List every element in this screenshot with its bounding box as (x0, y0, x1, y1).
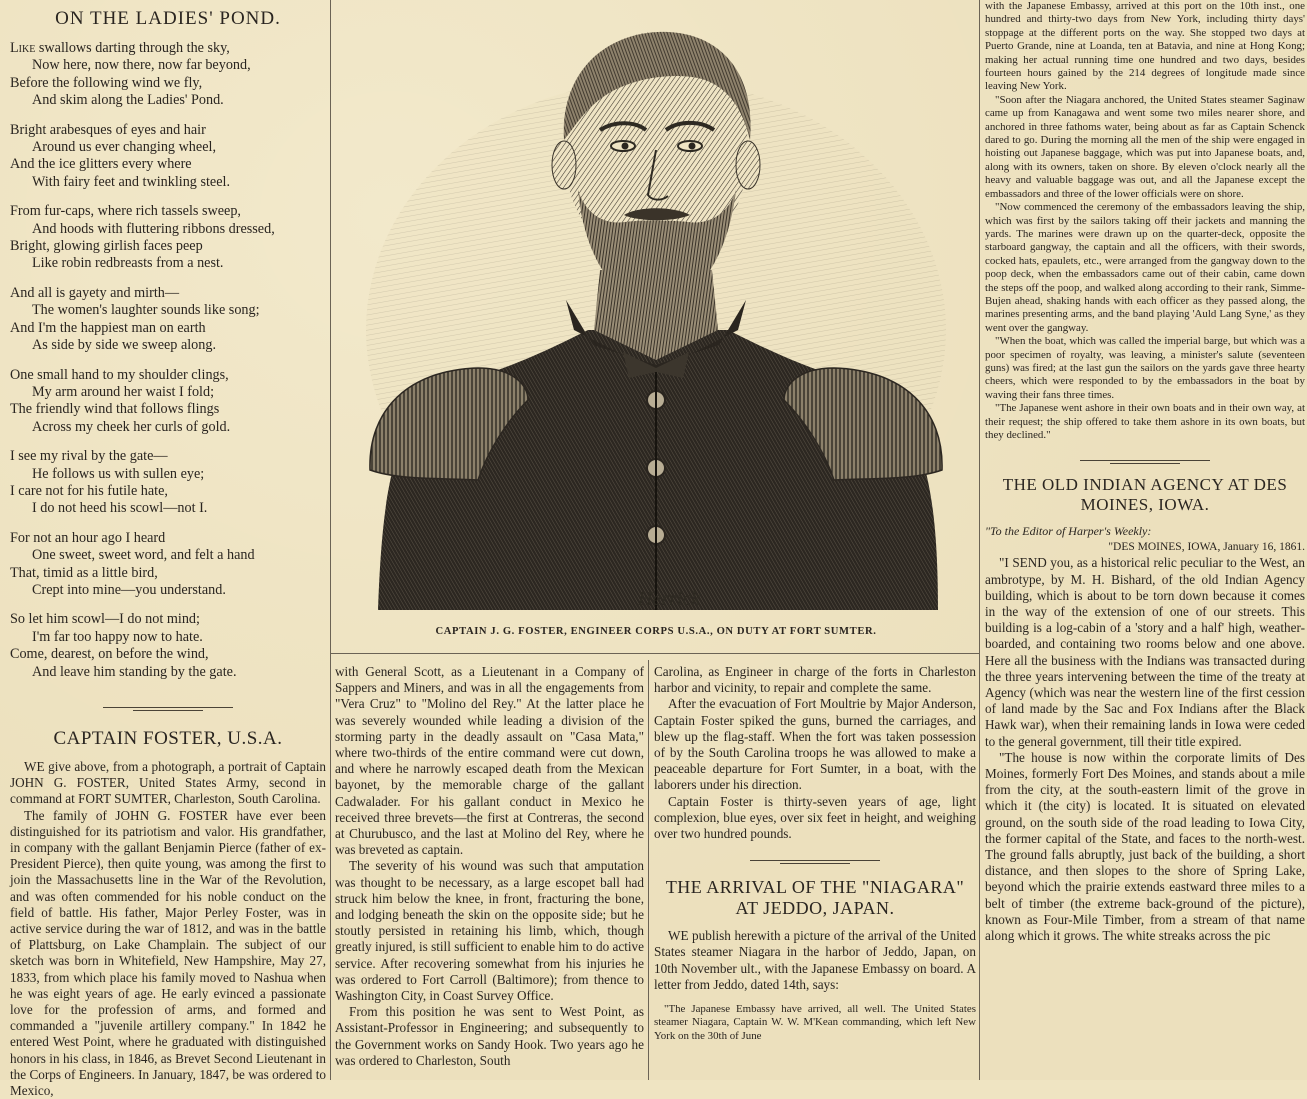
niagara-quote-start (654, 1003, 976, 1043)
column-right (985, 0, 1305, 1080)
poem-line: He follows us with sullen eye; (32, 465, 205, 482)
niagara-article-title: THE ARRIVAL OF THE "NIAGARA" AT JEDDO, JAPAN. (665, 877, 965, 919)
poem-line: Around us ever changing wheel, (32, 139, 216, 156)
poem-line: Crept into mine—you understand. (32, 581, 226, 598)
column-rule (330, 0, 331, 1080)
niagara-article-intro (654, 928, 976, 993)
poem-line-rest: swallows darting through the sky, (35, 40, 230, 56)
portrait-engraving (338, 0, 974, 645)
poem-line: Now here, now there, now far beyond, (32, 57, 251, 74)
poem-line: That, timid as a little bird, (10, 564, 158, 581)
paragraph: "Soon after the Niagara anchored, the United States steamer Saginaw came up from Kanagawa and went some two miles nearer shore, and anchored in three fathoms water, being about as far as Captain Schenck dared to go. During the morning all the men of the ship were engaged in hoisting out Japanese baggage, which was put into Japanese boats, and, along with its owners, taken on shore. By eleven o'clock nearly all the heavy and valuable baggage was out, and all the Japanese except the embassadors and three of the lower officials were on shore. (985, 93, 1305, 200)
paragraph: with the Japanese Embassy, arrived at this port on the 10th inst., one hundred and thirty-two days from New York, including thirty days' stoppage at the different ports on the way. She stopped two days at Puerto Grande, nine at Loanda, ten at Batavia, and nine at Hong Kong; making her actual running time one hundred and two days, besides fourteen hours gained by the 214 degrees of longitude made since leaving New York. (985, 0, 1305, 93)
poem-line: And leave him standing by the gate. (32, 663, 237, 680)
poem-stanza (10, 530, 326, 600)
niagara-quote-paragraph: "The Japanese Embassy have arrived, all well. The United States steamer Niagara, Captain W. W. M'Kean commanding, which left New York on the 30th of June (654, 1003, 976, 1042)
poem-title: ON THE LADIES' POND. (55, 8, 281, 29)
poem-line: I care not for his futile hate, (10, 482, 168, 499)
portrait-illustration (338, 0, 974, 620)
poem-line: And the ice glitters every where (10, 156, 192, 173)
paragraph: "The house is now within the corporate limits of Des Moines, formerly Fort Des Moines, and stands about a mile from the city, at the south-eastern limit of the grove in which it (the city) is located. It is situated on elevated ground, on the south side of the road leading to Iowa City, the former capital of the State, and faces to the north-west. The ground falls abruptly, just back of the building, a short distance, and then slopes to the shore of Spring Lake, beyond which the prairie extends eastward three miles to a belt of timber (the extreme back-ground of the picture), known as Four-Mile Timber, from a stream of that name along which it grows. The white streaks across the pic (985, 749, 1305, 944)
paragraph: The severity of his wound was such that amputation was thought to be necessary, as a large escopet ball had struck him below the knee, in front, fracturing the bone, and lodging beneath the skin on the opposite side; but he stoutly persisted in retaining his limb, which, though greatly injured, is still sufficient to enable him to do active service. After recovering somewhat from his injuries he was ordered to Fort Carroll (Baltimore); from thence to Washington City, in Coast Survey Office. (335, 858, 644, 1004)
poem-stanza (10, 448, 326, 518)
poem-line-lead: Like (10, 40, 36, 56)
poem-line: The friendly wind that follows flings (10, 401, 220, 418)
portrait-caption: CAPTAIN J. G. FOSTER, ENGINEER CORPS U.S.A., ON DUTY AT FORT SUMTER. (435, 626, 877, 637)
column-middle-left (335, 664, 644, 1080)
poem-line: For not an hour ago I heard (10, 529, 166, 546)
poem-line: My arm around her waist I fold; (32, 383, 215, 400)
poem-line: One small hand to my shoulder clings, (10, 366, 229, 383)
poem-line: Come, dearest, on before the wind, (10, 646, 209, 663)
poem-line: So let him scowl—I do not mind; (10, 611, 200, 628)
poem-line: Bright arabesques of eyes and hair (10, 121, 206, 138)
poem-stanza (10, 203, 326, 273)
poem-line: Like robin redbreasts from a nest. (32, 255, 224, 272)
foster-article-continued (335, 664, 644, 1069)
agency-article-title: THE OLD INDIAN AGENCY AT DES MOINES, IOWA. (1002, 475, 1288, 515)
paragraph: "When the boat, which was called the imperial barge, but which was a poor specimen of royalty, was leaving, a minister's salute (seventeen guns) was fired; at the last gun the sailors on the yards gave three hearty cheers, which were responded to by the embassadors in the boat by waving their fans three times. (985, 335, 1305, 401)
paragraph: Carolina, as Engineer in charge of the forts in Charleston harbor and vicinity, to repair and complete the same. (654, 664, 976, 696)
foster-article-conclusion (654, 664, 976, 842)
paragraph: "I SEND you, as a historical relic peculiar to the West, an ambrotype, by M. H. Bishard, of the old Indian Agency building, which is about to be torn down because it comes in the way of the extension of one of our streets. This building is a log-cabin of a 'story and a half' high, weather-boarded, and containing two rooms below and one above. Here all the business with the Indians was transacted during the three years intervening between the time of the treaty at Agency (which was near the western line of the first cession of land made by the Sac and Fox Indians after the Black Hawk war), when their remaining lands in Iowa were ceded to the general government, till their title expired. (985, 555, 1305, 749)
poem-line: One sweet, sweet word, and felt a hand (32, 547, 255, 564)
poem-line: Across my cheek her curls of gold. (32, 418, 231, 435)
poem-line: I'm far too happy now to hate. (32, 628, 203, 645)
poem-line: With fairy feet and twinkling steel. (32, 173, 230, 190)
poem-line: Bright, glowing girlish faces peep (10, 238, 203, 255)
poem-line: I see my rival by the gate— (10, 448, 168, 465)
column-left (10, 0, 326, 1099)
poem-line: As side by side we sweep along. (32, 337, 217, 354)
paragraph: with General Scott, as a Lieutenant in a Company of Sappers and Miners, and was in all the engagements from "Vera Cruz" to "Molino del Rey." At the latter place he was severely wounded while leading a division of the storming party in the deadly assault on "Casa Mata," where two-thirds of the entire command were cut down, and where he narrowly escaped death from the Mexican bayonet, by the memorable charge of the gallant Cadwalader. For his gallant conduct in Mexico he received three brevets—the first at Contreras, the second at Churubusco, and the last at Molino del Rey, where he was breveted as captain. (335, 664, 644, 858)
poem-line: From fur-caps, where rich tassels sweep, (10, 203, 241, 220)
foster-article-body (10, 759, 326, 1099)
agency-byline: "To the Editor of Harper's Weekly: (985, 524, 1152, 539)
poem-line (10, 40, 326, 57)
poem-line: And hoods with fluttering ribbons dressed, (32, 220, 275, 237)
portrait-bottom-rule (331, 653, 979, 654)
poem-line: And I'm the happiest man on earth (10, 319, 206, 336)
column-rule (979, 0, 980, 1080)
poem-body (10, 40, 326, 681)
poem-line: I do not heed his scowl—not I. (32, 500, 208, 517)
engraver-signature: Herrick (638, 588, 701, 610)
column-rule (648, 660, 649, 1080)
niagara-article-continued (985, 0, 1305, 442)
poem-stanza (10, 611, 326, 681)
poem-stanza (10, 285, 326, 355)
paragraph: WE give above, from a photograph, a portrait of Captain JOHN G. FOSTER, United States Army, second in command at FORT SUMTER, Charleston, South Carolina. (10, 759, 326, 807)
section-separator (103, 707, 233, 708)
paragraph: After the evacuation of Fort Moultrie by Major Anderson, Captain Foster spiked the guns, burned the carriages, and blew up the flag-staff. When the fort was taken possession of by the South Carolina troops he was allowed to make a peaceable departure for Fort Sumter, in a boat, with the laborers under his direction. (654, 696, 976, 793)
poem-line: And skim along the Ladies' Pond. (32, 92, 224, 109)
foster-article-title: CAPTAIN FOSTER, U.S.A. (53, 728, 283, 749)
poem-stanza (10, 122, 326, 192)
paragraph: The family of JOHN G. FOSTER have ever been distinguished for its patriotism and valor. His grandfather, in company with the gallant Benjamin Pierce (father of ex-President Pierce), then quite young, was among the first to join the Massachusetts line in the War of the Revolution, and was often commended for his noble conduct on the field of battle. His father, Major Perley Foster, was in active service during the war of 1812, and was in the battle of Plattsburg, on Lake Champlain. The subject of our sketch was born in Whitefield, New Hampshire, May 27, 1833, from which place his family moved to Nashua when he was eight years of age. He early evinced a passionate love for the profession of arms, and formed and commanded a "juvenile artillery company." In 1842 he entered West Point, where he graduated with distinguished honors in his class, in 1846, as Brevet Second Lieutenant in the Corps of Engineers. In January, 1847, be was ordered to Mexico, (10, 807, 326, 1099)
poem-line: And all is gayety and mirth— (10, 284, 180, 301)
agency-article-body (985, 555, 1305, 944)
section-separator (1080, 460, 1210, 461)
paragraph: "The Japanese went ashore in their own boats and in their own way, at their request; the ship offered to take them ashore in its own boats, but they declined." (985, 402, 1305, 441)
section-separator (750, 860, 880, 861)
poem-stanza (10, 40, 326, 110)
poem-line: Before the following wind we fly, (10, 74, 203, 91)
column-middle-right (654, 664, 976, 1080)
poem-stanza (10, 367, 326, 437)
niagara-intro-paragraph: WE publish herewith a picture of the arrival of the United States steamer Niagara in the harbor of Jeddo, Japan, on 10th November ult., with the Japanese Embassy on board. A letter from Jeddo, dated 14th, says: (654, 928, 976, 992)
agency-dateline: "DES MOINES, IOWA, January 16, 1861. (1108, 541, 1305, 554)
paragraph: Captain Foster is thirty-seven years of age, light complexion, blue eyes, over six feet in height, and weighing over two hundred pounds. (654, 793, 976, 842)
poem-line: The women's laughter sounds like song; (32, 302, 260, 319)
paragraph: From this position he was sent to West Point, as Assistant-Professor in Engineering; and subsequently to the Government works on Sandy Hook. Two years ago he was ordered to Charleston, South (335, 1004, 644, 1068)
paragraph: "Now commenced the ceremony of the embassadors leaving the ship, which was first by the sailors taking off their jackets and manning the yards. The marines were drawn up on the quarter-deck, opposite the starboard gangway, the captain and all the officers, with their swords, cocked hats, epaulets, etc., were arranged from the gangway down to the poop deck, when the embassadors came out of their cabin, came down the steps off the poop, and walked along according to their rank, Simme-Bujen ahead, shaking hands with each officer as they passed along, the marines presenting arms, and the band playing 'Auld Lang Syne,' as they went over the gangway. (985, 201, 1305, 334)
